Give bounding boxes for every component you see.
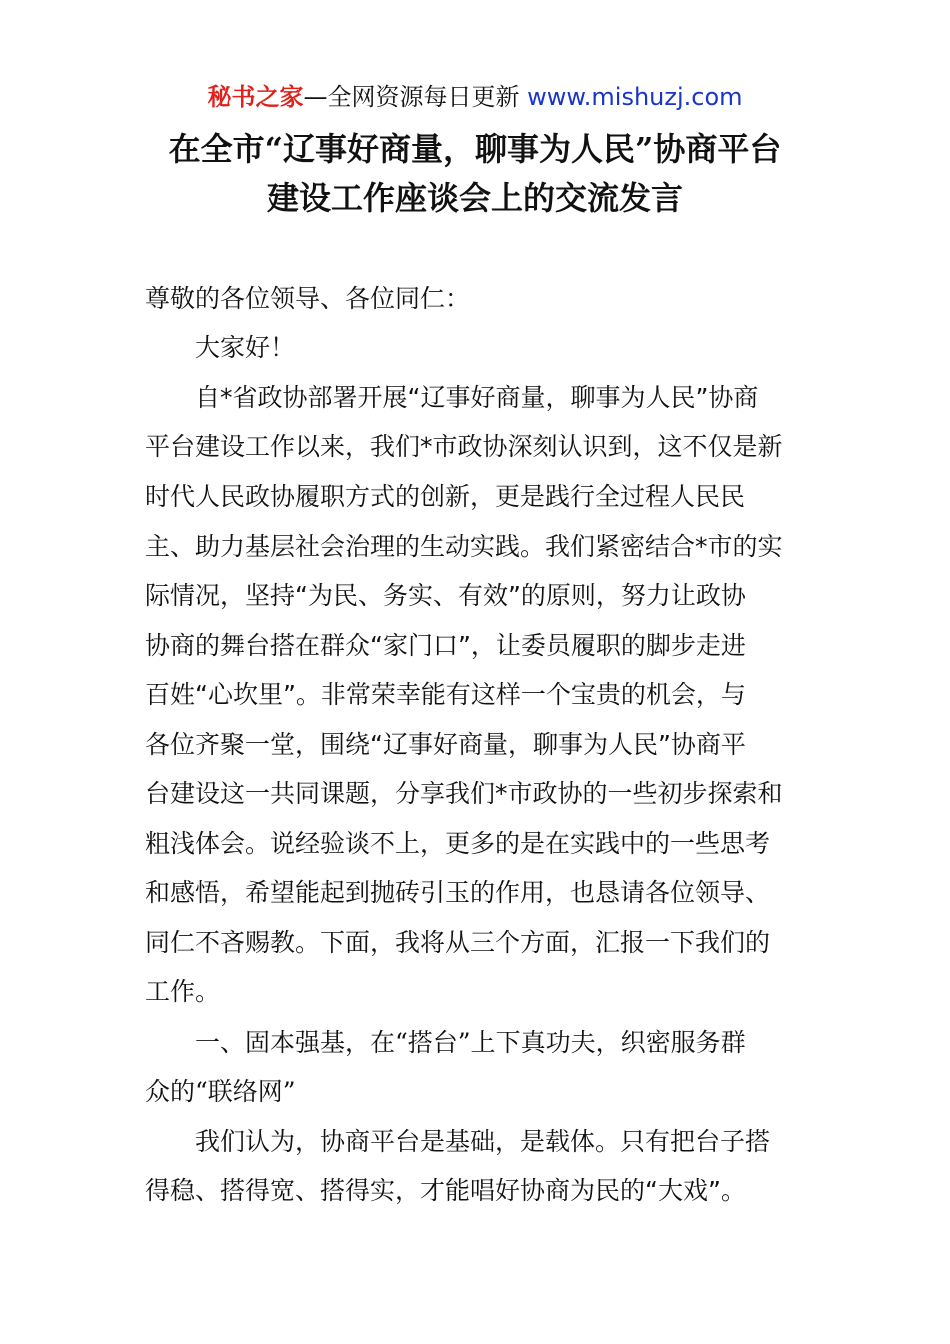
paragraph-line: 各位齐聚一堂，围绕“辽事好商量，聊事为人民”协商平 [145,730,746,759]
document-title-line-1: 在全市“辽事好商量，聊事为人民”协商平台 [168,130,782,168]
paragraph-line: 工作。 [145,977,221,1006]
site-header [0,80,950,114]
site-tagline: —全网资源每日更新 [303,83,528,111]
site-brand: 秘书之家 [207,83,304,111]
salutation: 尊敬的各位领导、各位同仁： [145,284,471,313]
paragraph-line: 粗浅体会。说经验谈不上，更多的是在实践中的一些思考 [145,829,771,858]
paragraph-line: 得稳、搭得宽、搭得实，才能唱好协商为民的“大戏”。 [145,1176,746,1205]
paragraph-line: 际情况，坚持“为民、务实、有效”的原则，努力让政协 [145,581,746,610]
paragraph-line: 协商的舞台搭在群众“家门口”，让委员履职的脚步走进 [145,631,746,660]
paragraph-line: 同仁不吝赐教。下面，我将从三个方面，汇报一下我们的 [145,928,771,957]
paragraph-line: 我们认为，协商平台是基础，是载体。只有把台子搭 [195,1127,771,1156]
paragraph-line: 平台建设工作以来，我们*市政协深刻认识到，这不仅是新 [145,432,783,461]
paragraph-line: 自*省政协部署开展“辽事好商量，聊事为人民”协商 [195,383,759,412]
paragraph-line: 百姓“心坎里”。非常荣幸能有这样一个宝贵的机会，与 [145,680,746,709]
paragraph-line: 和感悟，希望能起到抛砖引玉的作用，也恳请各位领导、 [145,878,771,907]
section-heading-line: 一、固本强基，在“搭台”上下真功夫，织密服务群 [195,1028,746,1057]
paragraph-line: 主、助力基层社会治理的生动实践。我们紧密结合*市的实 [145,532,783,561]
paragraph-line: 时代人民政协履职方式的创新，更是践行全过程人民民 [145,482,746,511]
greeting: 大家好！ [195,333,296,362]
paragraph-line: 台建设这一共同课题，分享我们*市政协的一些初步探索和 [145,779,783,808]
site-url: www.mishuzj.com [527,83,743,111]
document-title-line-2: 建设工作座谈会上的交流发言 [266,179,683,217]
section-heading-line: 众的“联络网” [145,1077,296,1106]
